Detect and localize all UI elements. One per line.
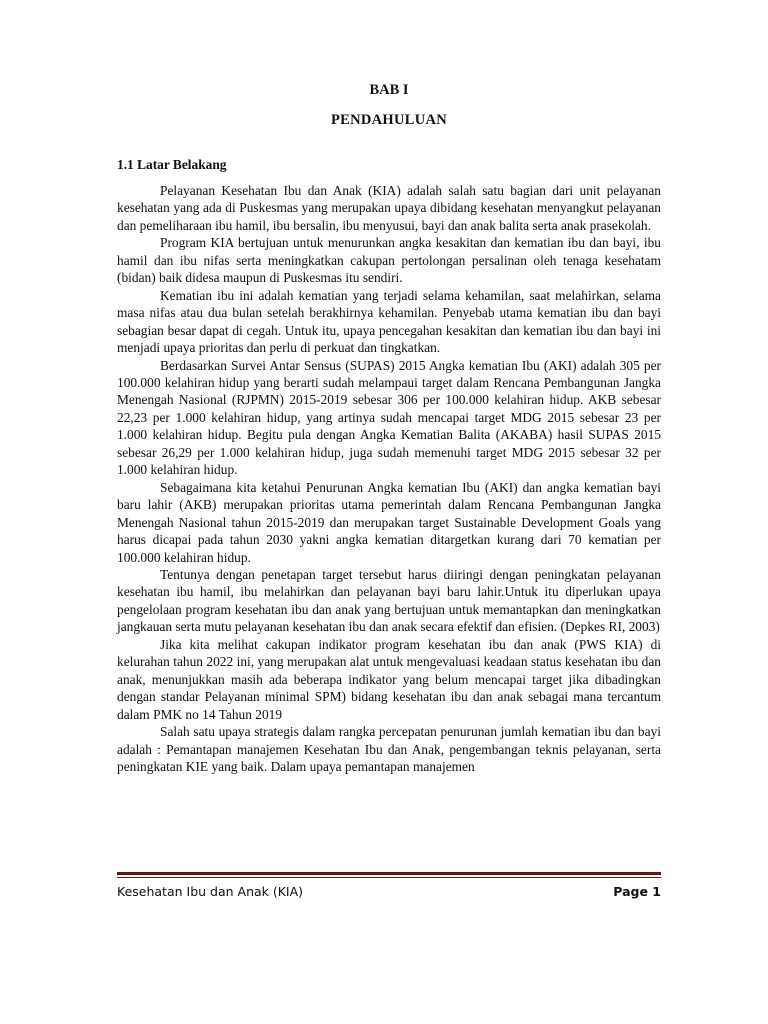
paragraph: Sebagaimana kita ketahui Penurunan Angka kematian Ibu (AKI) dan angka kematian bayi baru lahir (AKB) merupakan prioritas utama pemerintah dalam Rencana Pembangunan Jangka Menengah Nasional tahun 2015-2019 dan merupakan target Sustainable Development Goals yang harus dicapai pada tahun 2030 yakni angka kematian ditargetkan kurang dari 70 kematian per 100.000 kelahiran hidup. [117,479,661,565]
chapter-title: PENDAHULUAN [330,112,448,128]
chapter-number: BAB I [369,82,409,98]
page-footer [117,872,661,899]
paragraph: Berdasarkan Survei Antar Sensus (SUPAS) 2015 Angka kematian Ibu (AKI) adalah 305 per 100.000 kelahiran hidup yang berarti sudah melampaui target dalam Rencana Pembangunan Jangka Menengah Nasional (RJPMN) 2015-2019 sebesar 306 per 100.000 kelahiran hidup. AKB sebesar 22,23 per 1.000 kelahiran hidup, yang artinya sudah mencapai target MDG 2015 sebesar 23 per 1.000 kelahiran hidup. Begitu pula dengan Angka Kematian Balita (AKABA) hasil SUPAS 2015 sebesar 26,29 per 1.000 kelahiran hidup, juga sudah memenuhi target MDG 2015 sebesar 32 per 1.000 kelahiran hidup. [117,357,661,478]
section-heading: 1.1 Latar Belakang [117,157,227,172]
paragraph: Jika kita melihat cakupan indikator program kesehatan ibu dan anak (PWS KIA) di kelurahan tahun 2022 ini, yang merupakan alat untuk mengevaluasi keadaan status kesehatan ibu dan anak, menunjukkan masih ada beberapa indikator yang belum mencapai target jika dibadingkan dengan standar Pelayanan minimal SPM) bidang kesehatan ibu dan anak sebagai mana tercantum dalam PMK no 14 Tahun 2019 [117,636,661,722]
footer-title: Kesehatan Ibu dan Anak (KIA) [117,884,304,899]
paragraph: Kematian ibu ini adalah kematian yang terjadi selama kehamilan, saat melahirkan, selama masa nifas atau dua bulan setelah berakhirnya kehamilan. Penyebab utama kematian ibu dan bayi sebagian besar dapat di cegah. Untuk itu, upaya pencegahan kesakitan dan kematian ibu dan bayi ini menjadi upaya prioritas dan perlu di perkuat dan tingkatkan. [117,287,661,356]
footer-text-row [117,884,661,899]
paragraph: Tentunya dengan penetapan target tersebut harus diiringi dengan peningkatan pelayanan kesehatan ibu hamil, ibu melahirkan dan pelayanan bayi baru lahir.Untuk itu diperlukan upaya pengelolaan program kesehatan ibu dan anak yang bertujuan untuk memantapkan dan meningkatkan jangkauan serta mutu pelayanan kesehatan ibu dan anak secara efektif dan efisien. (Depkes RI, 2003) [117,566,661,635]
paragraph: Pelayanan Kesehatan Ibu dan Anak (KIA) adalah salah satu bagian dari unit pelayanan kesehatan yang ada di Puskesmas yang merupakan upaya dibidang kesehatan menyangkut pelayanan dan pemeliharaan ibu hamil, ibu bersalin, ibu menyusui, bayi dan anak balita serta anak prasekolah. [117,183,661,233]
paragraph: Program KIA bertujuan untuk menurunkan angka kesakitan dan kematian ibu dan bayi, ibu hamil dan ibu nifas serta meningkatkan cakupan pertolongan persalinan oleh tenaga kesehatam (bidan) baik didesa maupun di Puskesmas itu sendiri. [117,235,661,286]
paragraph: Salah satu upaya strategis dalam rangka percepatan penurunan jumlah kematian ibu dan bayi adalah : Pemantapan manajemen Kesehatan Ibu dan Anak, pengembangan teknis pelayanan, serta peningkatan KIE yang baik. Dalam upaya pemantapan manajemen [117,724,661,774]
footer-rule-thin [117,877,661,878]
footer-rule-thick [117,872,661,875]
page-content [117,80,661,775]
page-number: Page 1 [613,884,661,899]
